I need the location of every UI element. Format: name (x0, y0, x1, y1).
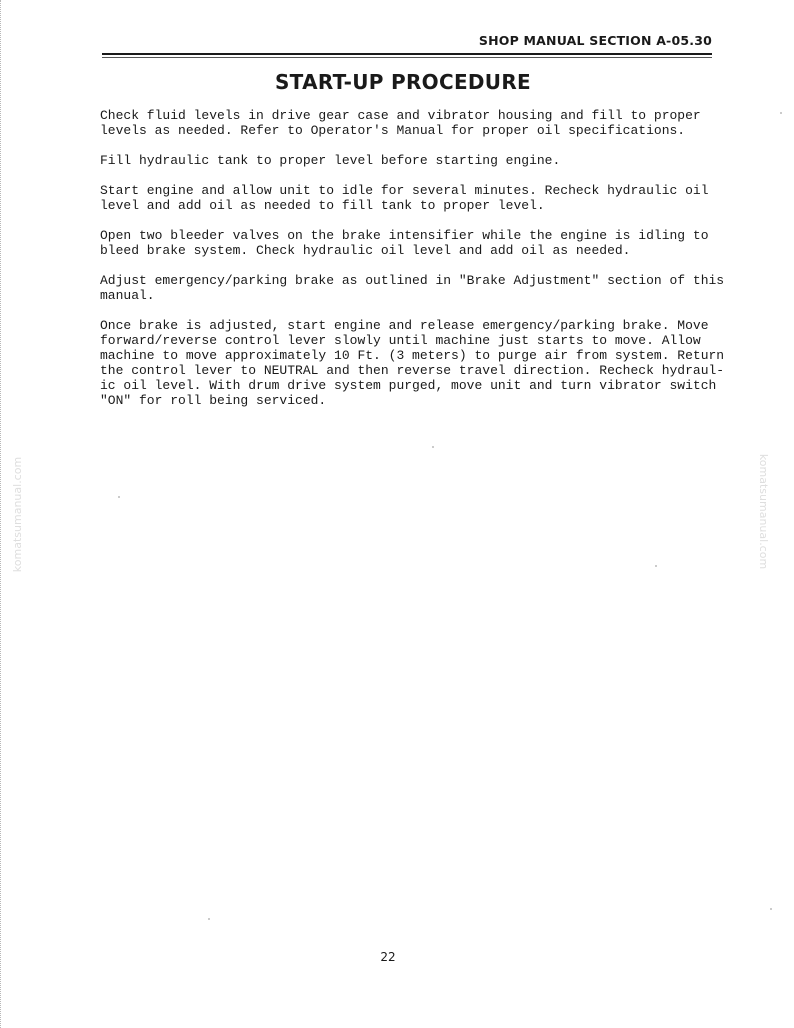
procedure-body (100, 108, 725, 423)
paragraph-adjust-brake (100, 273, 725, 303)
text-line: bleed brake system. Check hydraulic oil level and add oil as needed. (100, 243, 631, 258)
scan-speck (770, 908, 772, 910)
text-line: Adjust emergency/parking brake as outlined in "Brake Adjustment" section of this (100, 273, 725, 288)
text-line: manual. (100, 288, 155, 303)
text-line: Once brake is adjusted, start engine and release emergency/parking brake. Move (100, 318, 709, 333)
watermark-left: komatsumanual.com (11, 456, 25, 573)
scan-speck (432, 446, 434, 448)
header-rule-thin (102, 57, 712, 58)
scan-speck (208, 918, 210, 920)
paragraph-check-fluids (100, 108, 712, 138)
text-line: Open two bleeder valves on the brake intensifier while the engine is idling to (100, 228, 709, 243)
paragraph-fill-tank (100, 153, 712, 168)
scan-speck (655, 565, 657, 567)
text-line: Start engine and allow unit to idle for several minutes. Recheck hydraulic oil (100, 183, 709, 198)
scan-edge (0, 0, 11, 1028)
page-title: START-UP PROCEDURE (274, 70, 532, 94)
paragraph-start-engine (100, 183, 712, 213)
text-line: "ON" for roll being serviced. (100, 393, 327, 408)
paragraph-bleed-brakes (100, 228, 712, 258)
text-line: Fill hydraulic tank to proper level before starting engine. (100, 153, 561, 168)
header-rule (102, 53, 712, 55)
text-line: machine to move approximately 10 Ft. (3 meters) to purge air from system. Return (100, 348, 725, 363)
text-line: forward/reverse control lever slowly until machine just starts to move. Allow (100, 333, 701, 348)
text-line: the control lever to NEUTRAL and then reverse travel direction. Recheck hydraul- (100, 363, 725, 378)
text-line: levels as needed. Refer to Operator's Manual for proper oil specifications. (100, 123, 686, 138)
scan-speck (780, 112, 782, 114)
text-line: level and add oil as needed to fill tank to proper level. (100, 198, 545, 213)
section-header: SHOP MANUAL SECTION A-05.30 (478, 33, 712, 48)
scan-speck (118, 496, 120, 498)
text-line: Check fluid levels in drive gear case and vibrator housing and fill to proper (100, 108, 701, 123)
paragraph-purge-system (100, 318, 725, 408)
watermark-right: komatsumanual.com (757, 453, 771, 570)
page-number: 22 (380, 950, 396, 964)
text-line: ic oil level. With drum drive system purged, move unit and turn vibrator switch (100, 378, 717, 393)
